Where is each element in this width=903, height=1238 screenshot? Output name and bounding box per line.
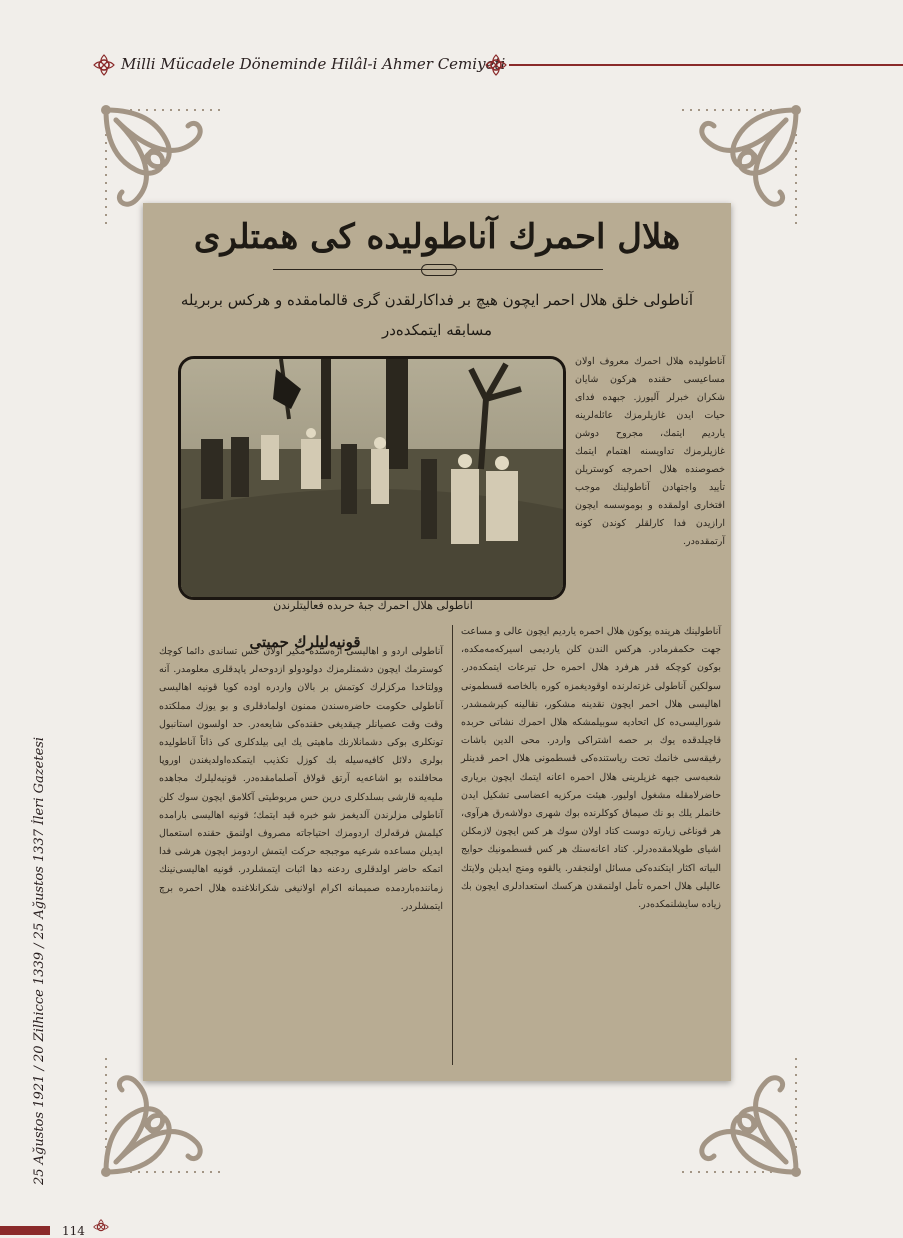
field-photo xyxy=(178,356,566,600)
newspaper-clipping xyxy=(143,203,731,1081)
flourish-icon xyxy=(93,54,115,76)
clipping-subheadline: آناطولی خلق هلال احمر ایچون هیچ بر فداكارلقدن گری قالمامقده و هركس بربریله مسابقه ایتمكده‌در xyxy=(180,291,694,339)
running-title: Milli Mücadele Döneminde Hilâl-i Ahmer Cemiyeti xyxy=(121,55,506,73)
divider-ornament-icon xyxy=(421,264,457,276)
field-photo-image xyxy=(181,359,563,597)
page-number-bar xyxy=(0,1226,50,1235)
flourish-icon xyxy=(485,54,507,76)
flourish-icon xyxy=(92,1219,110,1235)
photo-caption: آناطولی هلال احمرك جبهٔ حربده فعالیتلرندن xyxy=(273,599,473,612)
column-rule xyxy=(452,625,453,1065)
section-heading: قونیه‌لیلرك حمیتی xyxy=(249,633,361,651)
page-header xyxy=(93,52,903,80)
clipping-headline: هلال احمرك آناطولیده كی همتلری xyxy=(193,217,681,257)
article-column-right: آناطولیده هلال احمرك معروف اولان مساعیسی حقنده هركون شایان شكران خبرلر آلیورز. جبهده فدای حیات ایدن غازیلرمزك عائله‌لرینه یاردیم ایتمك، مجروح دوشن غازیلرمزك تداویسنه اهتمام ایتمك خصوصنده هلال احمرجه كوستریلن تأیید واجتهادن آناطولینك موجب افتخاری اولمقده و بوموسسه ایچون ارازیدن فدا كارلقلر كوندن كونه آرتمقده‌در. xyxy=(575,356,725,547)
article-column-left: آناطولی اردو و اهالیسی آره‌سنده مكیر اولان حس تساندی دائما كوچك كوسترمك ایچون دشمنلرمزك دولودولو ازدوحه‌لر یاپدقلری معلومدر. آنه وولتاخدا مركزلرك كوتمش بر بالان واردره اوده كویا قونیه اهالیسی آناطولی حكومت حاضره‌سندن ممنون اولمادقلری و بو یوزك مملكتده وقت وقت عصیانلر چیقدیغی حقنده‌كی شایعه‌در. حد اولسون استانبول تونكلری بوكی دشمانلارنك ماهیتی یك ایی بیلدكلری كی ذاتاً آناطولیده بولری دلائل كافیه‌سیله بك كوزل تكذیب ایتمكده‌اولدیغندن اوروپا محافلنده بو اشاعه‌یه آرتق قولاق آصلمامقده‌در. قونیه‌لیلرك مجاهده ملیه‌یه قارشی بسلدكلری درین حس مربوطیتی آكلامق ایچون سوك كلن آناطولی مزلرندن آلدیغمز شو خبره قید ایتمك؛ قونیه اهالیسی بارامده كیلمش فرقه‌لرك اردومزك احتیاجاته مصروف اولنمق حقنده استعمال ایدیلن مساعده شرعیه موجبجه حركت ایتمش اردومز ایچون هرشی فدا اتمكه حاضر اولدقلری ردعنه دها اثبات ایتمشلردر. قونیه اهالیسی‌نینك زماننده‌باردمده صمیمانه اكرام اولانیغی شكرانلاغنده هلال احمره برچ ایتمشلردر. xyxy=(159,646,443,912)
article-column-right-lower: آناطولینك هرینده یوكون هلال احمره یاردیم ایچون عالی و مساعت جهت حكمفرمادر. هركس الندن كلن یاردیمی اسیركه‌مه‌مكده، بوكون كوچكه قدر هرفرد هلال احمره حل تبرعات ایتمكده‌در. سولكین آناطولی غزته‌لرنده اوقودیغمزه كوره بالخاصه قسطمونی اهالیسی هلال احمر ایچون نقدینه مشكور، نقالینه كیرشمشدر. شورالیسی‌ده كل اتحادیه سوبیلمشكه هلال احمرك نشاتی حربده قاچیلدقده یوك بر حصه اشتراكی واردر. محی الدین باشات رفیقه‌سی خانمك تحت ریاستنده‌كی قسطمونی هلال احمر قدینلر شعبه‌سی جبهه غزیلرینی هلال احمره اعانه ایتمك ایچون بریاری حاضرلامقله مشغول اولیور. هیئت مركزیه اعضاسی تشكیل ایدن خانملر یلك بو نك صیماق كوكلرنده بوك شهری دولاشه‌رق هرآوی، هر قوناغی زیارته دوست كتاد اولان سوك هر كس ایچون لازمكلن اشیای طوپلامقده‌درلر. كتاد اعانه‌سنك هر كس قسطمونیك حوایج البیاته اكثار ایتكنده‌كی مسائل اولنجقدر. یالقوه ومنج ایدیلن ولایتك عالیلی هلال احمره تأمل اولنمقدن هركسك استعدادلری ایچون بك زیاده سایشلنمكده‌در. xyxy=(461,626,721,911)
source-caption: 25 Ağustos 1921 / 20 Zilhicce 1339 / 25 Ağustos 1337 İleri Gazetesi xyxy=(32,736,47,1185)
page-number: 114 xyxy=(62,1224,85,1238)
header-rule xyxy=(509,64,903,66)
